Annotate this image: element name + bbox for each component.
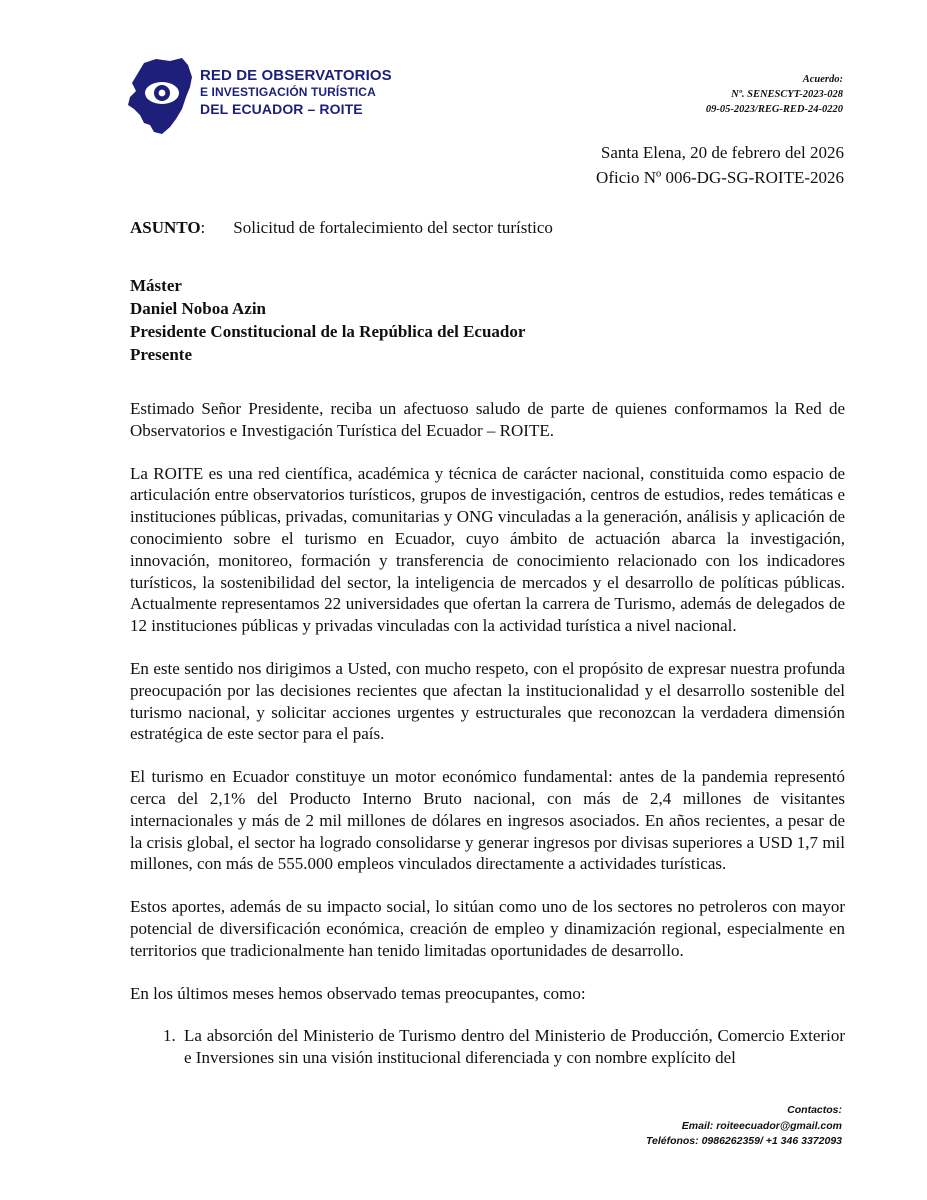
ecuador-map-eye-icon [126,57,198,135]
recipient-title: Máster [130,276,182,295]
logo-text [200,67,392,118]
subject-label: ASUNTO [130,218,201,237]
place-date: Santa Elena, 20 de febrero del 2026 [600,143,844,162]
paragraph: El turismo en Ecuador constituye un motor económico fundamental: antes de la pandemia representó cerca del 2,1% del Producto Interno Bruto nacional, con más de 2,4 millones de visitantes internacionales y más de 2 mil millones de dólares en ingresos asociados. En años recientes, a pesar de la crisis global, el sector ha logrado consolidarse y generar ingresos por divisas superiores a USD 1,7 mil millones, con más de 555.000 empleos vinculados directamente a actividades turísticas. [130,767,845,874]
contact-email: Email: roiteecuador@gmail.com [681,1119,842,1132]
recipient-name: Daniel Noboa Azin [130,299,267,318]
date-block [596,140,844,190]
acuerdo-registry: 09-05-2023/REG-RED-24-0220 [705,104,843,115]
contact-phones: Teléfonos: 0986262359/ +1 346 3372093 [645,1135,842,1147]
contacts-block [646,1103,842,1150]
recipient-presente: Presente [130,345,192,364]
paragraph: Estos aportes, además de su impacto social, lo sitúan como uno de los sectores no petroleros con mayor potencial de diversificación económica, creación de empleo y dinamización regional, especialmente en territorios que tradicionalmente han tenido limitadas oportunidades de desarrollo. [130,897,845,960]
acuerdo-number: Nº. SENESCYT-2023-028 [731,89,843,100]
paragraph: En este sentido nos dirigimos a Usted, con mucho respeto, con el propósito de expresar nuestra profunda preocupación por las decisiones recientes que afectan la institucionalidad y el desarrollo sostenible del turismo nacional, y solicitar acciones urgentes y estructurales que reconozcan la verdadera dimensión estratégica de este sector para el país. [130,658,845,744]
paragraph: Estimado Señor Presidente, reciba un afectuoso saludo de parte de quienes conformamos la Red de Observatorios e Investigación Turística del Ecuador – ROITE. [130,399,845,440]
list-item: 1. La absorción del Ministerio de Turismo dentro del Ministerio de Producción, Comercio Exterior e Inversiones sin una visión institucional diferenciada y con nombre explícito del [180,1025,845,1069]
acuerdo-block [706,72,843,117]
recipient-block [130,274,525,366]
paragraph: La ROITE es una red científica, académica y técnica de carácter nacional, constituida como espacio de articulación entre observatorios turísticos, grupos de investigación, centros de estudios, redes temáticas e instituciones públicas, privadas, comunitarias y ONG vinculadas a la generación, análisis y aplicación de conocimiento sobre el turismo en Ecuador, cuyo ámbito de actuación abarca la investigación, innovación, monitoreo, formación y transferencia de conocimiento relacionado con los indicadores turísticos, la sostenibilidad del sector, la inteligencia de mercados y el desarrollo de políticas públicas. Actualmente representamos 22 universidades que ofertan la carrera de Turismo, además de delegados de 12 instituciones públicas y privadas vinculadas con la actividad turística a nivel nacional. [130,463,845,636]
organization-logo [126,55,392,135]
subject-text: Solicitud de fortalecimiento del sector turístico [233,218,553,237]
recipient-position: Presidente Constitucional de la República del Ecuador [130,322,526,341]
contacts-label: Contactos: [787,1104,842,1116]
concerns-list [130,1025,845,1069]
logo-line-2: E INVESTIGACIÓN TURÍSTICA [200,85,376,99]
logo-line-3: DEL ECUADOR – ROITE [200,101,363,117]
logo-line-1: RED DE OBSERVATORIOS [200,67,392,84]
paragraph: En los últimos meses hemos observado temas preocupantes, como: [130,983,586,1003]
oficio-number: Oficio Nº 006-DG-SG-ROITE-2026 [596,168,844,187]
acuerdo-label: Acuerdo: [802,74,843,85]
letter-body [130,398,845,1069]
subject-colon: : [200,218,206,237]
subject-line [130,216,553,240]
